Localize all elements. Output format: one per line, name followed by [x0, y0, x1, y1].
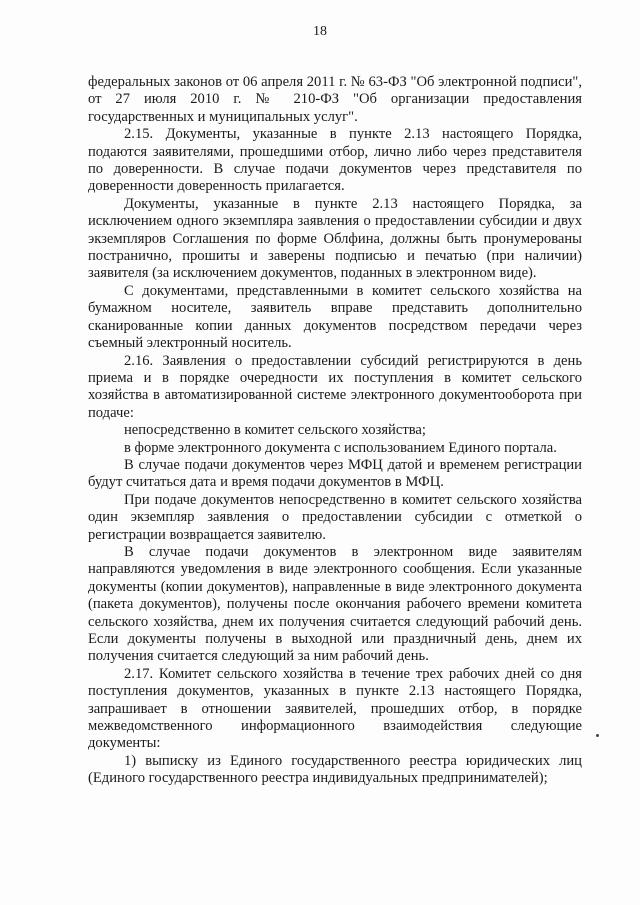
list-item-direct-submission: непосредственно в комитет сельского хозяйства;: [124, 422, 426, 439]
paragraph-electronic-notifications: В случае подачи документов в электронном виде заявителям направляются уведомления в виде электронного сообщения. Если указанные документы (копии документов), направленные в виде электронного документа (пакета документов), получены после окончания рабочего времени комитета сельского хозяйства, днем их получения считается следующий рабочий день. Если документы получены в выходной или праздничный день, днем их получения считается следующий за ним рабочий день.: [88, 543, 582, 665]
paragraph-2-17: 2.17. Комитет сельского хозяйства в течение трех рабочих дней со дня поступления документов, указанных в пункте 2.13 настоящего Порядка, запрашивает в отношении заявителей, прошедших отбор, в порядке межведомственного информационного взаимодействия следующие документы:: [88, 665, 582, 752]
paragraph-continuation: федеральных законов от 06 апреля 2011 г. № 63-ФЗ "Об электронной подписи", от 27 июля 2010 г. № 210-ФЗ "Об организации предоставления государственных и муниципальных услуг".: [88, 74, 582, 125]
paragraph-registration-return: При подаче документов непосредственно в комитет сельского хозяйства один экземпляр заявления о предоставлении субсидии с отметкой о регистрации возвращается заявителю.: [88, 491, 582, 543]
scan-speck: [596, 734, 599, 737]
list-item-egrul-extract: 1) выписку из Единого государственного реестра юридических лиц (Единого государственного реестра индивидуальных предпринимателей);: [88, 752, 582, 787]
page-number: 18: [313, 24, 327, 39]
document-body: [88, 74, 582, 788]
paragraph-mfc-submission: В случае подачи документов через МФЦ датой и временем регистрации будут считаться дата и время подачи документов в МФЦ.: [88, 456, 582, 491]
paragraph-2-15: 2.15. Документы, указанные в пункте 2.13 настоящего Порядка, подаются заявителями, прошедшими отбор, лично либо через представителя по доверенности. В случае подачи документов через представителя по доверенности доверенность прилагается.: [88, 126, 582, 195]
list-item-electronic-submission: в форме электронного документа с использованием Единого портала.: [124, 439, 557, 456]
paragraph-scanned-copies: С документами, представленными в комитет сельского хозяйства на бумажном носителе, заявитель вправе представить дополнительно сканированные копии данных документов посредством передачи через съемный электронный носитель.: [88, 282, 582, 352]
paragraph-2-16: 2.16. Заявления о предоставлении субсидий регистрируются в день приема и в порядке очередности их поступления в комитет сельского хозяйства в автоматизированной системе электронного документооборота при подаче:: [88, 352, 582, 421]
paragraph-documents-requirements: Документы, указанные в пункте 2.13 настоящего Порядка, за исключением одного экземпляра заявления о предоставлении субсидии и двух экземпляров Соглашения по форме Облфина, должны быть пронумерованы постранично, прошиты и заверены подписью и печатью (при наличии) заявителя (за исключением документов, поданных в электронном виде).: [88, 195, 582, 282]
